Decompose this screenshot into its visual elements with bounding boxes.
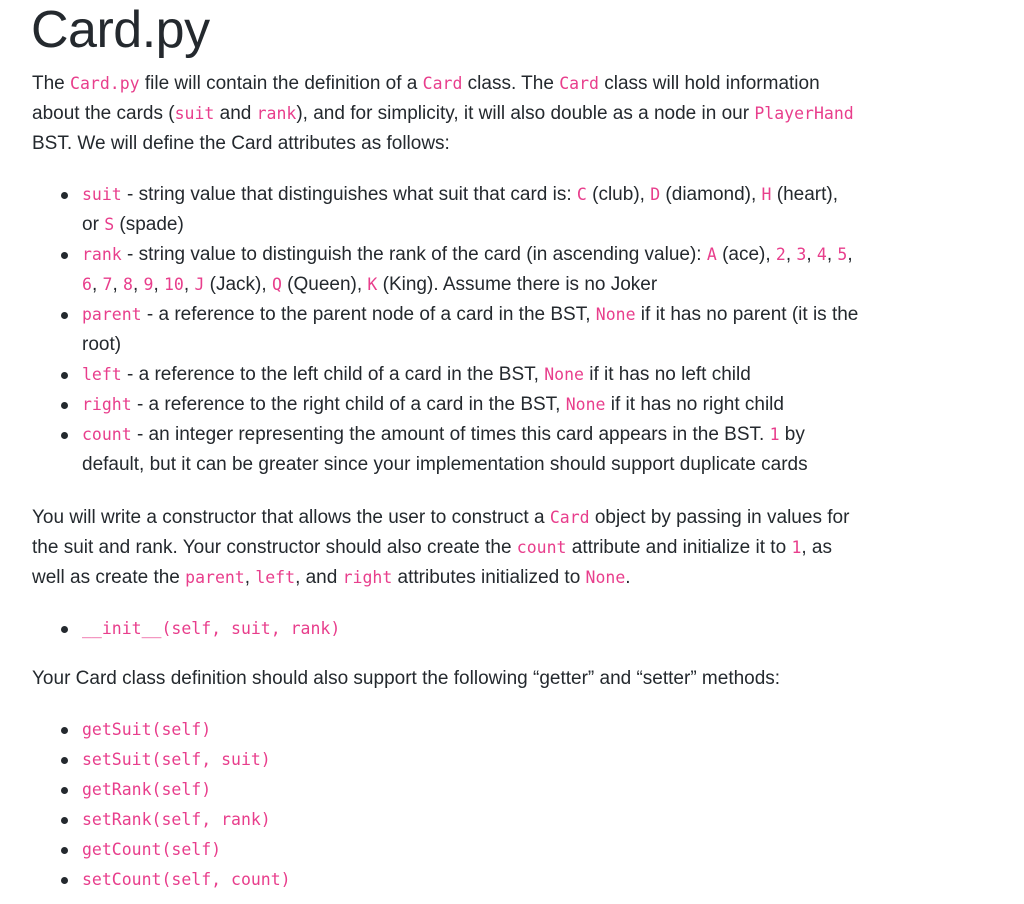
list-item-parent: parent - a reference to the parent node of a card in the BST, None if it has no parent (it is the root) <box>56 300 936 360</box>
intro-line-1: The Card.py file will contain the definition of a Card class. The Card class will hold information <box>32 73 820 94</box>
code-init-signature: __init__(self, suit, rank) <box>82 619 341 638</box>
list-item-left: left - a reference to the left child of a card in the BST, None if it has no left child <box>56 360 936 390</box>
list-item-suit: suit - string value that distinguishes what suit that card is: C (club), D (diamond), H (heart), or S (spade) <box>56 180 936 240</box>
code-left: left <box>82 365 122 384</box>
code-suit: suit <box>174 104 215 123</box>
code-count: count <box>82 425 132 444</box>
list-item-count: count - an integer representing the amount of times this card appears in the BST. 1 by default, but it can be greater since your implementation should support duplicate cards <box>56 420 936 480</box>
code-card: Card <box>422 74 463 93</box>
list-item-right: right - a reference to the right child of a card in the BST, None if it has no right child <box>56 390 936 420</box>
code-suit: suit <box>82 185 122 204</box>
constructor-paragraph: You will write a constructor that allows the user to construct a Card object by passing in values for the suit and rank. Your constructor should also create the count attribute and initialize it to 1, as well as create the parent, left, and right attributes initialized to None. <box>32 507 850 588</box>
list-item-method: getCount(self) <box>56 835 936 865</box>
methods-intro: Your Card class definition should also support the following “getter” and “setter” methods: <box>32 668 781 689</box>
list-item-init <box>56 614 936 644</box>
constructor-list <box>56 614 936 644</box>
intro-paragraph <box>32 69 932 159</box>
code-rank: rank <box>256 104 297 123</box>
code-card: Card <box>559 74 599 93</box>
list-item-rank: rank - string value to distinguish the rank of the card (in ascending value): A (ace), 2, 3, 4, 5, 6, 7, 8, 9, 10, J (Jack), Q (Queen), K (King). Assume there is no Joker <box>56 240 936 300</box>
code-right: right <box>82 395 132 414</box>
attribute-list <box>56 180 936 480</box>
list-item-method: getRank(self) <box>56 775 936 805</box>
methods-list <box>56 715 936 895</box>
list-item-method: setSuit(self, suit) <box>56 745 936 775</box>
code-parent: parent <box>82 305 142 324</box>
intro-line-3: BST. We will define the Card attributes as follows: <box>32 133 450 154</box>
list-item-method: setRank(self, rank) <box>56 805 936 835</box>
page-title: Card.py <box>31 1 210 59</box>
list-item-method: setCount(self, count) <box>56 865 936 895</box>
code-playerhand: PlayerHand <box>754 104 854 123</box>
intro-line-2: about the cards (suit and rank), and for simplicity, it will also double as a node in our PlayerHand <box>32 103 854 124</box>
list-item-method: getSuit(self) <box>56 715 936 745</box>
code-card-py: Card.py <box>70 74 140 93</box>
code-rank: rank <box>82 245 122 264</box>
